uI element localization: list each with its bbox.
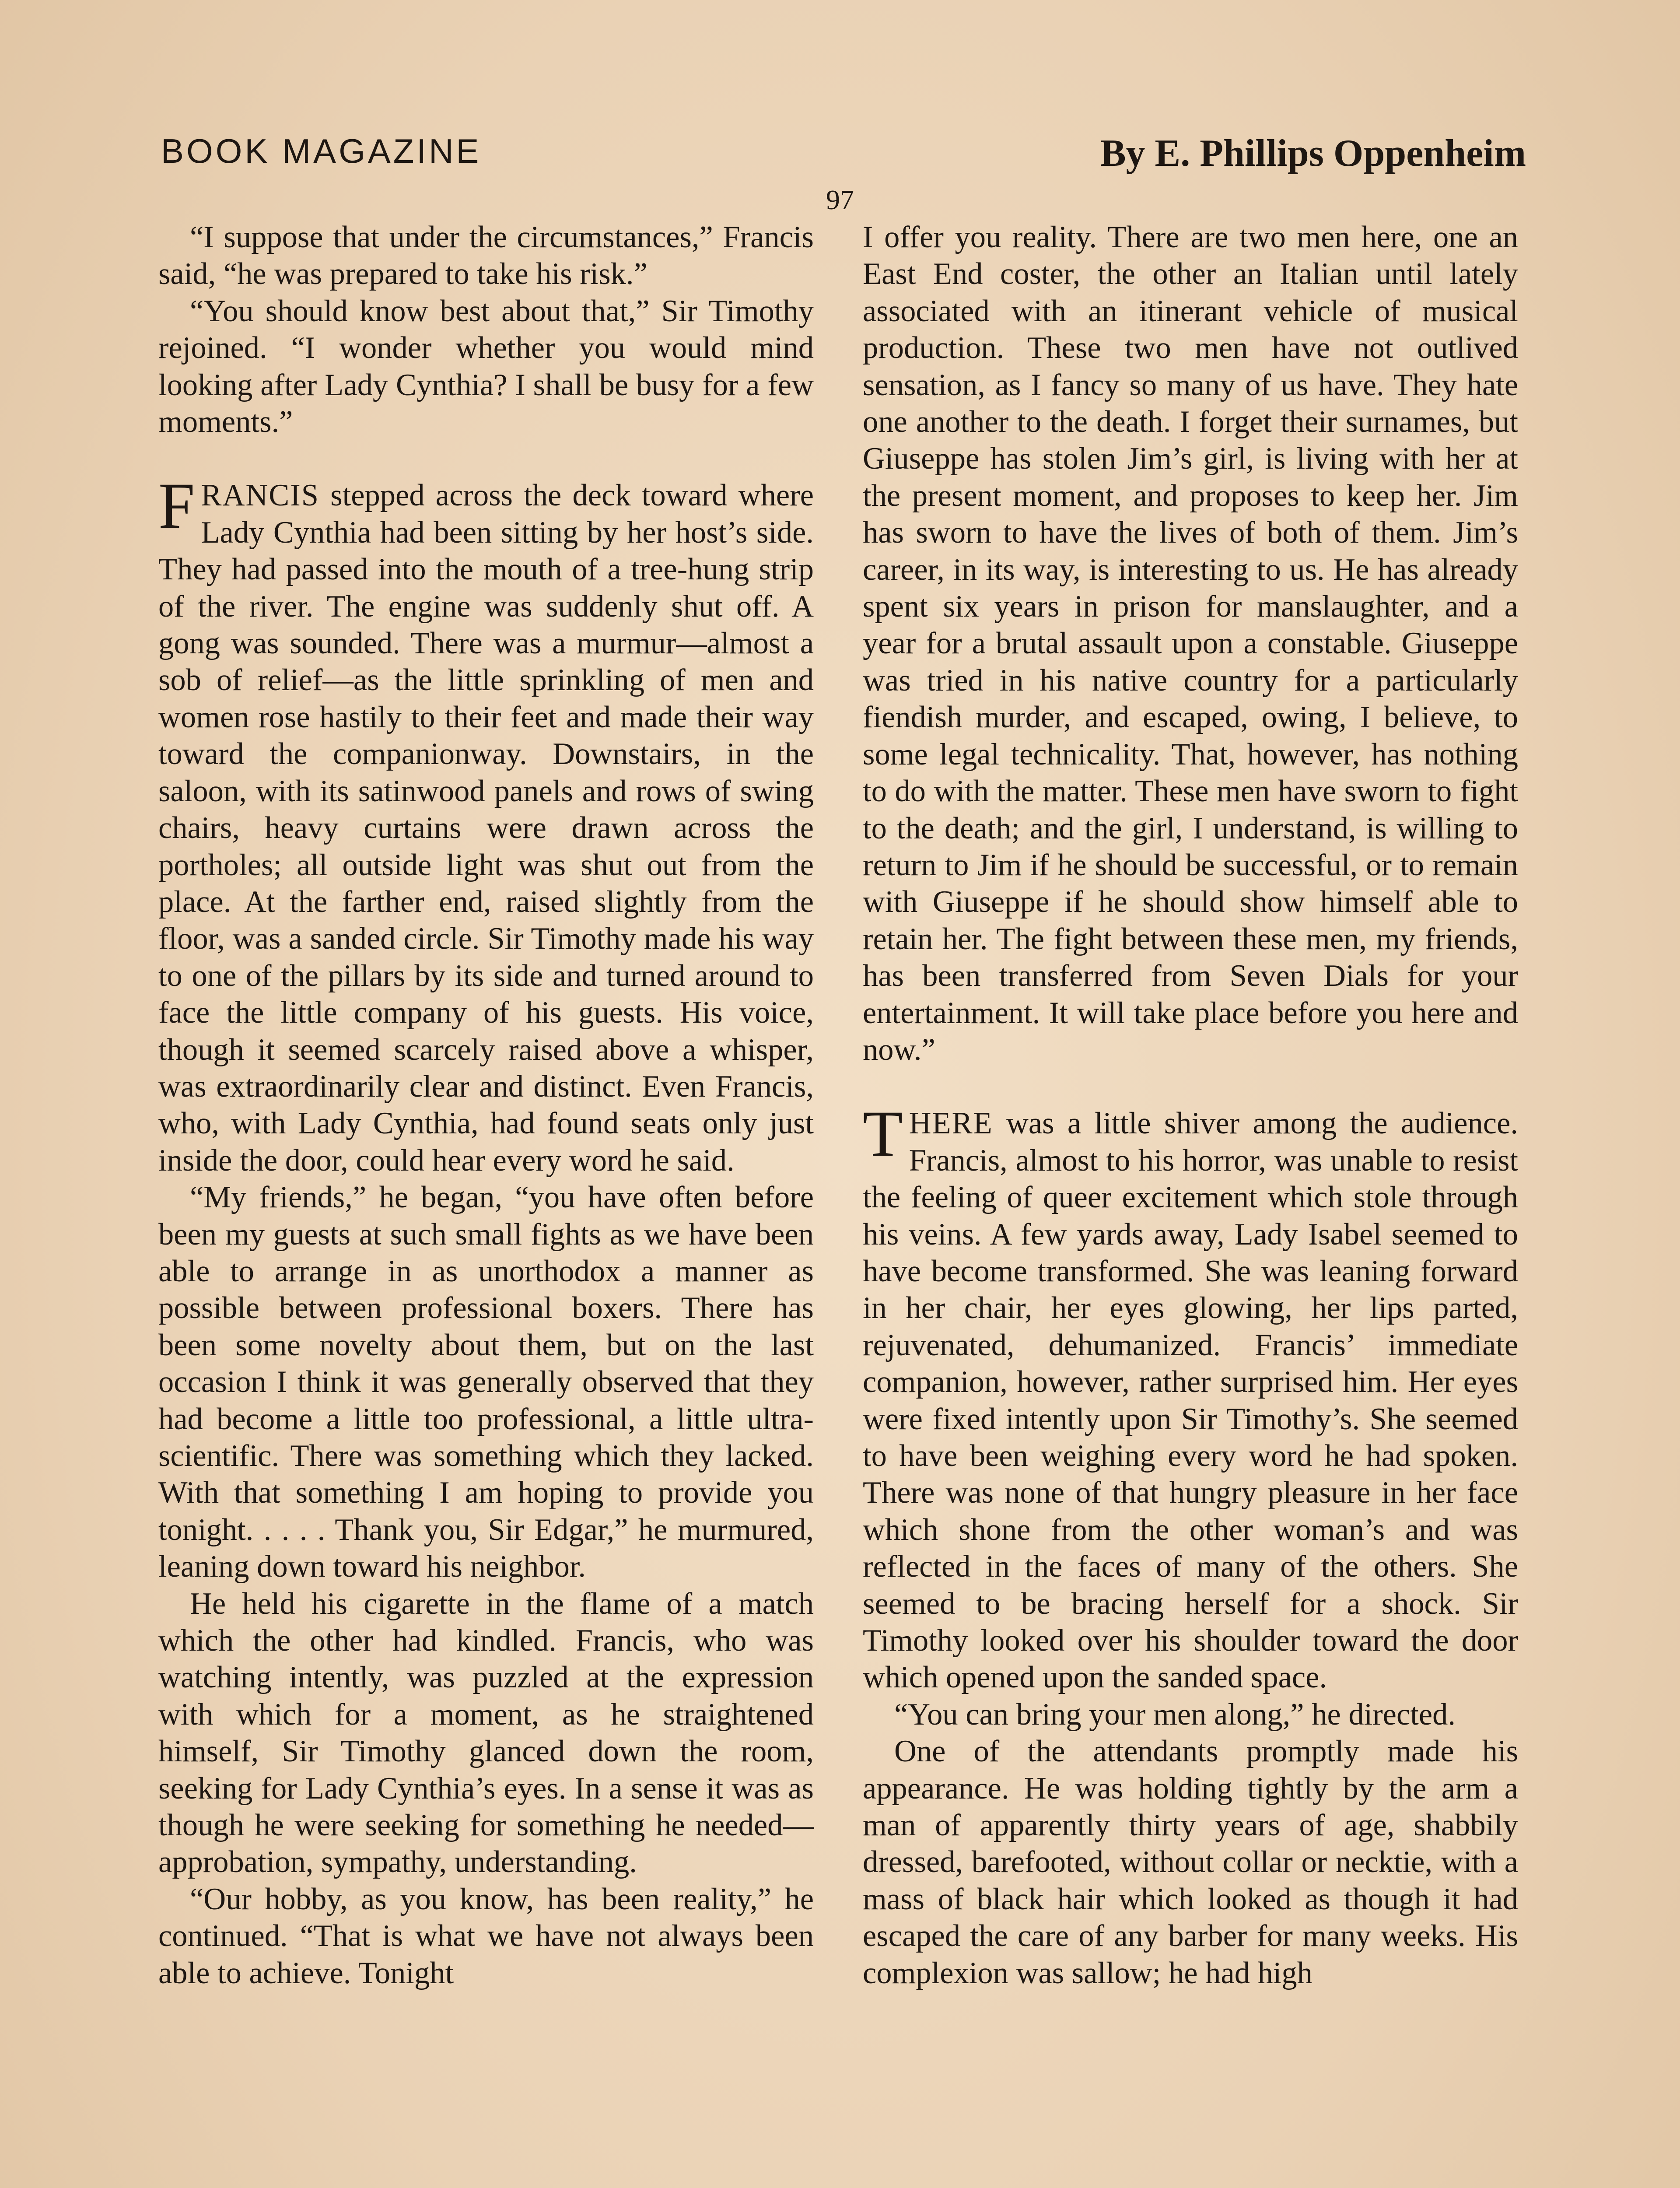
paragraph: “Our hobby, as you know, has been reality,” he continued. “That is what we have not always been able to achieve. Tonight (158, 1882, 814, 1990)
paragraph: “You should know best about that,” Sir Timothy rejoined. “I wonder whether you would mind looking after Lady Cynthia? I shall be busy for a few moments.” (158, 294, 814, 439)
paragraph: “You can bring your men along,” he directed. (894, 1697, 1456, 1732)
drop-cap: F (158, 470, 195, 543)
paragraph: He held his cigarette in the flame of a match which the other had kindled. Francis, who was watching intently, was puzzled at the expression with which for a moment, as he straightened himself, Sir Timothy glanced down the room, seeking for Lady Cynthia’s eyes. In a sense it was as though he were seeking for something he needed—approbation, sympathy, understanding. (158, 1586, 814, 1879)
paragraph-text: was a little shiver among the audience. Francis, almost to his horror, was unable to resist the feeling of queer excitement which stole through his veins. A few yards away, Lady Isabel seemed to have become transformed. She was leaning forward in her chair, her eyes glowing, her lips parted, rejuvenated, dehumanized. Francis’ immediate companion, however, rather surprised him. Her eyes were fixed intently upon Sir Timothy’s. She seemed to have been weighing every word he had spoken. There was none of that hungry pleasure in her face which shone from the other woman’s and was reflected in the faces of many of the others. She seemed to be bracing herself for a shock. Sir Timothy looked over his shoulder toward the door which opened upon the sanded space. (863, 1106, 1518, 1695)
lead-in-caps: HERE (909, 1106, 993, 1141)
paragraph-text: stepped across the deck toward where Lady Cynthia had been sitting by her host’s side. They had passed into the mouth of a tree-hung strip of the river. The engine was suddenly shut off. A gong was sounded. There was a murmur—almost a sob of relief—as the little sprinkling of men and women rose hastily to their feet and made their way toward the companionway. Downstairs, in the saloon, with its satinwood panels and rows of swing chairs, heavy curtains were drawn across the portholes; all outside light was shut out from the place. At the farther end, raised slightly from the floor, was a sanded circle. Sir Timothy made his way to one of the pillars by its side and turned around to face the little company of his guests. His voice, though it seemed scarcely raised above a whisper, was extraordinarily clear and distinct. Even Francis, who, with Lady Cynthia, had found seats only just inside the door, could hear every word he said. (158, 478, 814, 1178)
section-paragraph (863, 1098, 1518, 1696)
drop-cap: T (863, 1098, 903, 1171)
paragraph: I offer you reality. There are two men here, one an East End coster, the other an Italian until lately associated with an itinerant vehicle of musical production. These two men have not outlived sensation, as I fancy so many of us have. They hate one another to the death. I forget their surnames, but Giuseppe has stolen Jim’s girl, is living with her at the present moment, and proposes to keep her. Jim has sworn to have the lives of both of them. Jim’s career, in its way, is interesting to us. He has already spent six years in prison for manslaughter, and a year for a brutal assault upon a constable. Giuseppe was tried in his native country for a particularly fiendish murder, and escaped, owing, I believe, to some legal technicality. That, however, has nothing to do with the matter. These men have sworn to fight to the death; and the girl, I understand, is willing to return to Jim if he should be successful, or to remain with Giuseppe if he should show himself able to retain her. The fight between these men, my friends, has been transferred from Seven Dials for your entertainment. It will take place before you here and now.” (863, 220, 1518, 1067)
right-column (863, 219, 1518, 1992)
section-paragraph (158, 470, 814, 1179)
left-column (158, 219, 814, 1992)
page-number: 97 (826, 184, 854, 215)
paragraph: One of the attendants promptly made his appearance. He was holding tightly by the arm a man of apparently thirty years of age, shabbily dressed, barefooted, without collar or necktie, with a mass of black hair which looked as though it had escaped the care of any barber for many weeks. His complexion was sallow; he had high (863, 1734, 1518, 1990)
author-byline: By E. Phillips Oppenheim (1100, 132, 1526, 175)
lead-in-caps: RANCIS (201, 478, 319, 513)
paragraph: “I suppose that under the circumstances,” Francis said, “he was prepared to take his risk.” (158, 220, 814, 291)
publication-title: BOOK MAGAZINE (161, 132, 482, 170)
paragraph: “My friends,” he began, “you have often before been my guests at such small fights as we have been able to arrange in as unorthodox a manner as possible between professional boxers. There has been some novelty about them, but on the last occasion I think it was generally observed that they had become a little too professional, a little ultra-scientific. There was something which they lacked. With that something I am hoping to provide you tonight. . . . . Thank you, Sir Edgar,” he murmured, leaning down toward his neighbor. (158, 1180, 814, 1584)
